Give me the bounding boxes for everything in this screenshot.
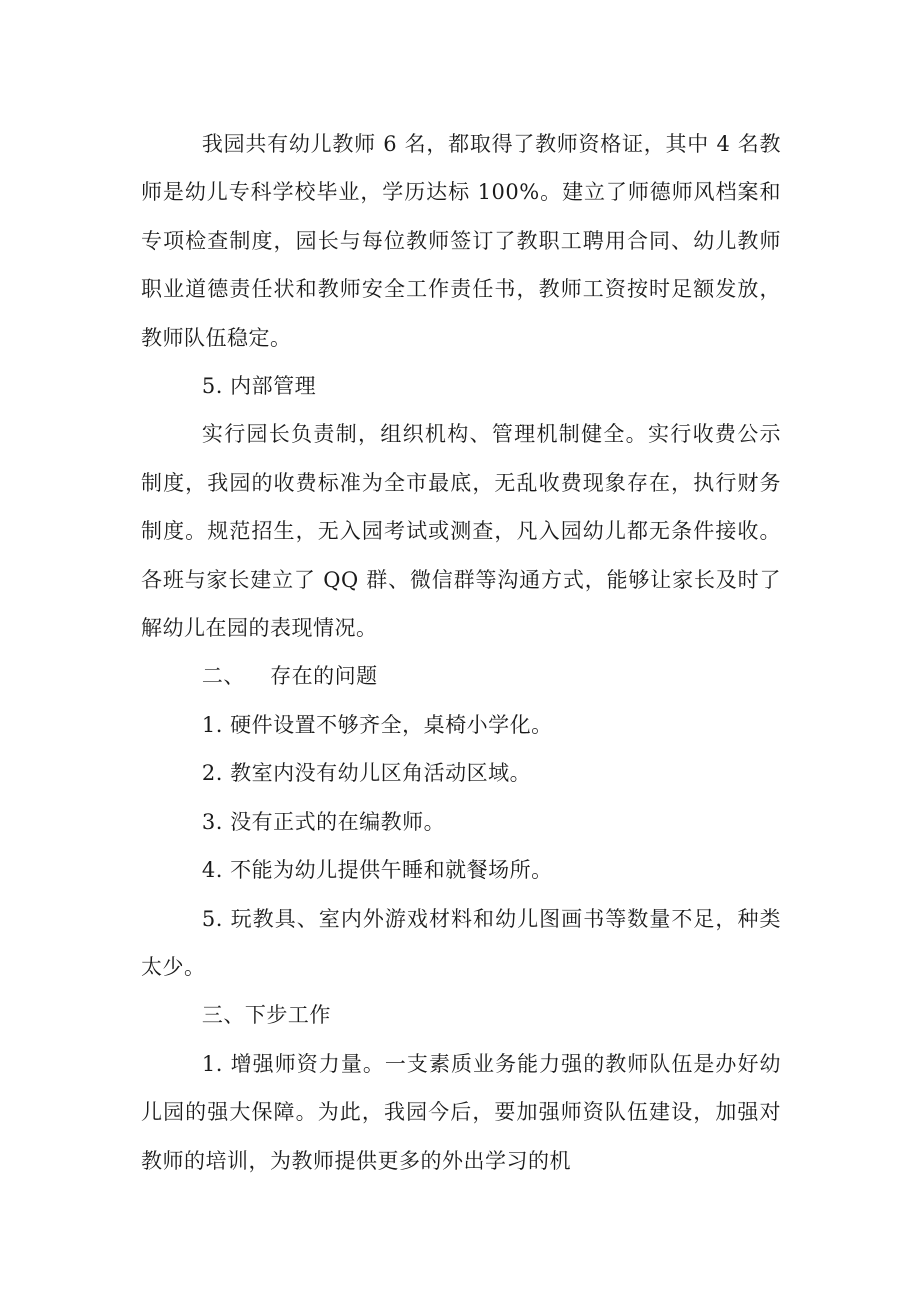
paragraph-teachers: 我园共有幼儿教师 6 名，都取得了教师资格证，其中 4 名教师是幼儿专科学校毕业，学历达标 100%。建立了师德师风档案和专项检查制度，园长与每位教师签订了教职工聘用合同、幼儿教师职业道德责任状和教师安全工作责任书，教师工资按时足额发放，教师队伍稳定。 (141, 132, 781, 350)
document-page (141, 0, 781, 1302)
paragraph-internal-management: 实行园长负责制，组织机构、管理机制健全。实行收费公示制度，我园的收费标准为全市最底，无乱收费现象存在，执行财务制度。规范招生，无入园考试或测查，凡入园幼儿都无条件接收。各班与家长建立了 QQ 群、微信群等沟通方式，能够让家长及时了解幼儿在园的表现情况。 (141, 422, 781, 641)
heading-internal-management: 5. 内部管理 (201, 374, 317, 399)
next-step-item-1: 1. 增强师资力量。一支素质业务能力强的教师队伍是办好幼儿园的强大保障。为此，我园今后，要加强师资队伍建设，加强对教师的培训，为教师提供更多的外出学习的机 (141, 1051, 781, 1173)
problem-item-1: 1. 硬件设置不够齐全，桌椅小学化。 (201, 712, 553, 737)
document-body (141, 0, 781, 1185)
problem-item-5: 5. 玩教具、室内外游戏材料和幼儿图画书等数量不足，种类太少。 (141, 906, 781, 979)
problem-item-3: 3. 没有正式的在编教师。 (201, 809, 446, 834)
problem-item-4: 4. 不能为幼儿提供午睡和就餐场所。 (201, 858, 553, 883)
heading-existing-problems (141, 652, 781, 700)
heading-problems-number: 二、 (201, 664, 245, 689)
heading-next-steps: 三、下步工作 (201, 1003, 331, 1028)
problem-item-2: 2. 教室内没有幼儿区角活动区域。 (201, 761, 532, 786)
heading-problems-text: 存在的问题 (270, 664, 378, 689)
